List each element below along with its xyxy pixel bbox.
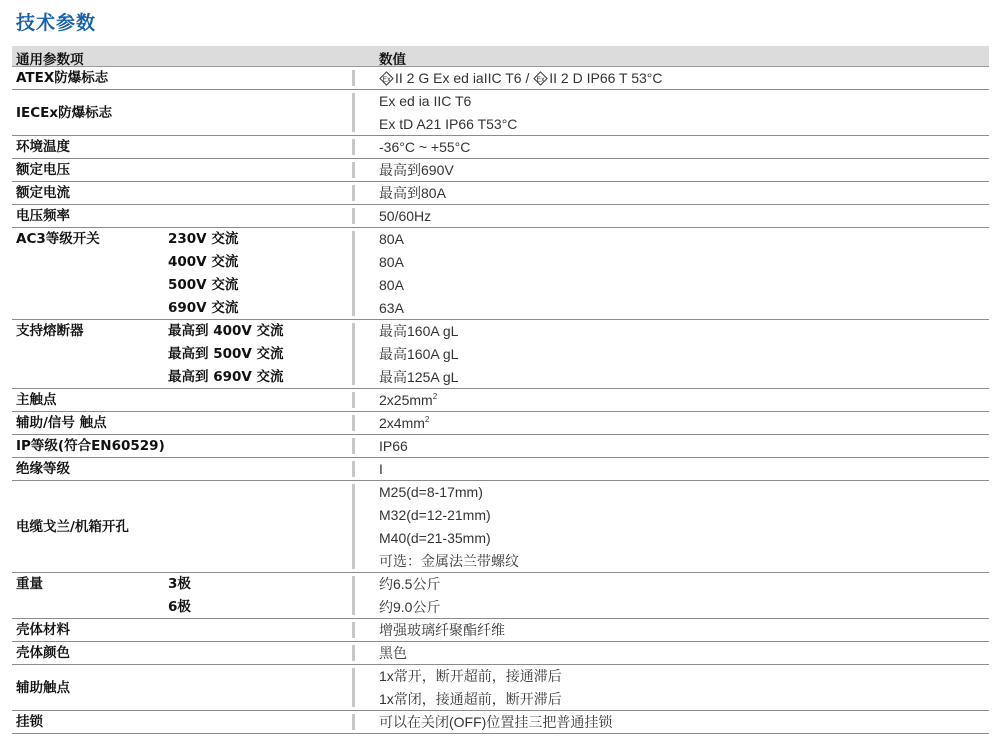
param-sublabel: 690V 交流	[168, 300, 239, 316]
superscript: 2	[432, 392, 438, 401]
column-separator	[352, 645, 355, 661]
param-value	[379, 573, 440, 596]
param-value	[379, 366, 458, 389]
param-sublabel: 6极	[168, 599, 191, 615]
value-text: 1x常闭，接通超前，断开滞后	[379, 691, 562, 707]
value-text: 80A	[379, 254, 404, 270]
value-text: 最高到690V	[379, 162, 454, 178]
table-row	[12, 435, 989, 458]
table-row	[12, 481, 989, 573]
param-value	[379, 458, 383, 481]
table-header	[12, 46, 989, 67]
value-text: 1x常开，断开超前，接通滞后	[379, 668, 562, 684]
table-row	[12, 159, 989, 182]
param-value	[379, 688, 562, 711]
value-text: 约9.0公斤	[379, 599, 441, 615]
value-text: 80A	[379, 277, 404, 293]
param-value	[379, 642, 407, 665]
column-separator	[352, 162, 355, 178]
param-value	[379, 389, 437, 412]
param-label: IECEx防爆标志	[16, 104, 113, 121]
page-title: 技术参数	[16, 12, 97, 34]
param-sublabel: 3极	[168, 576, 191, 592]
value-text: 最高到80A	[379, 185, 446, 201]
param-value	[379, 596, 440, 619]
param-value	[379, 435, 408, 458]
param-value	[379, 343, 458, 366]
column-separator	[352, 415, 355, 431]
param-sublabel: 500V 交流	[168, 277, 239, 293]
param-label: 电缆戈兰/机箱开孔	[16, 518, 129, 535]
param-value	[379, 320, 458, 343]
param-value	[379, 550, 519, 573]
param-sublabel: 最高到 690V 交流	[168, 369, 284, 385]
column-separator	[352, 622, 355, 638]
param-label: 绝缘等级	[16, 461, 70, 477]
table-row	[12, 182, 989, 205]
column-separator	[352, 139, 355, 155]
svg-text:Ex: Ex	[382, 76, 391, 84]
value-text: Ex tD A21 IP66 T53°C	[379, 116, 518, 132]
column-separator	[352, 668, 355, 707]
param-sublabel: 400V 交流	[168, 254, 239, 270]
column-separator	[352, 70, 355, 86]
table-row	[12, 136, 989, 159]
param-label: 辅助触点	[16, 679, 70, 696]
param-label: 壳体颜色	[16, 645, 70, 661]
value-text: 80A	[379, 231, 404, 247]
header-col-param: 通用参数项	[16, 52, 84, 68]
param-label: 挂锁	[16, 714, 43, 730]
param-label: 环境温度	[16, 139, 70, 155]
table-row	[12, 573, 989, 619]
param-value	[379, 504, 491, 527]
column-separator	[352, 484, 355, 569]
table-row	[12, 412, 989, 435]
param-label: ATEX防爆标志	[16, 70, 109, 86]
param-value	[379, 274, 404, 297]
column-separator	[352, 93, 355, 132]
column-separator	[352, 231, 355, 316]
column-separator	[352, 714, 355, 730]
value-text: 最高160A gL	[379, 346, 459, 362]
param-sublabel: 最高到 500V 交流	[168, 346, 284, 362]
param-value	[379, 527, 491, 550]
param-value	[379, 136, 470, 159]
atex-gas-marking: II 2 G Ex ed iaIIC T6 /	[395, 70, 534, 86]
column-separator	[352, 461, 355, 477]
table-row	[12, 205, 989, 228]
ex-explosion-protection-icon	[379, 70, 394, 85]
table-row	[12, 619, 989, 642]
param-label: 额定电流	[16, 185, 70, 201]
param-label: 电压频率	[16, 208, 70, 224]
param-label: 主触点	[16, 392, 57, 408]
value-text: IP66	[379, 438, 408, 454]
column-separator	[352, 323, 355, 385]
param-value	[379, 665, 562, 688]
value-text: 最高125A gL	[379, 369, 459, 385]
spec-table	[12, 46, 989, 734]
table-row	[12, 228, 989, 320]
superscript: 2	[424, 415, 430, 424]
table-row	[12, 642, 989, 665]
param-value	[379, 481, 483, 504]
column-separator	[352, 185, 355, 201]
value-text: 2x25mm	[379, 392, 433, 408]
value-text: 可选：金属法兰带螺纹	[379, 553, 519, 569]
value-text: 63A	[379, 300, 404, 316]
value-text: I	[379, 461, 383, 477]
value-text: 2x4mm	[379, 415, 425, 431]
param-value	[379, 619, 505, 642]
param-value	[379, 297, 404, 320]
param-value	[379, 90, 471, 113]
param-label: 重量	[16, 576, 43, 592]
param-value	[379, 228, 404, 251]
param-label: IP等级(符合EN60529)	[16, 438, 165, 454]
header-col-value: 数值	[379, 52, 406, 68]
column-separator	[352, 438, 355, 454]
value-text: 可以在关闭(OFF)位置挂三把普通挂锁	[379, 714, 613, 730]
param-sublabel: 230V 交流	[168, 231, 239, 247]
table-row	[12, 320, 989, 389]
value-text: 50/60Hz	[379, 208, 432, 224]
table-row	[12, 665, 989, 711]
param-label: AC3等级开关	[16, 231, 100, 247]
atex-dust-marking: II 2 D IP66 T 53°C	[549, 70, 663, 86]
value-text: M25(d=8-17mm)	[379, 484, 483, 500]
value-text: 增强玻璃纤聚酯纤维	[379, 622, 505, 638]
column-separator	[352, 576, 355, 615]
value-text: M32(d=12-21mm)	[379, 507, 491, 523]
table-row	[12, 458, 989, 481]
param-value	[379, 711, 612, 734]
column-separator	[352, 392, 355, 408]
param-label: 壳体材料	[16, 622, 70, 638]
value-text: M40(d=21-35mm)	[379, 530, 491, 546]
column-separator	[352, 208, 355, 224]
value-text: 约6.5公斤	[379, 576, 441, 592]
svg-text:Ex: Ex	[536, 76, 545, 84]
table-row	[12, 711, 989, 734]
value-text: 最高160A gL	[379, 323, 459, 339]
param-value	[379, 159, 454, 182]
param-label: 辅助/信号 触点	[16, 415, 107, 431]
param-label: 支持熔断器	[16, 323, 84, 339]
param-value	[379, 251, 404, 274]
table-row	[12, 67, 989, 90]
param-label: 额定电压	[16, 162, 70, 178]
param-value	[379, 182, 446, 205]
param-value	[379, 412, 429, 435]
table-row	[12, 389, 989, 412]
value-text: 黑色	[379, 645, 407, 661]
param-value	[379, 67, 663, 90]
table-row	[12, 90, 989, 136]
param-value	[379, 205, 431, 228]
param-sublabel: 最高到 400V 交流	[168, 323, 284, 339]
value-text: -36°C ~ +55°C	[379, 139, 471, 155]
value-text: Ex ed ia IIC T6	[379, 93, 472, 109]
ex-explosion-protection-icon	[533, 70, 548, 85]
param-value	[379, 113, 517, 136]
